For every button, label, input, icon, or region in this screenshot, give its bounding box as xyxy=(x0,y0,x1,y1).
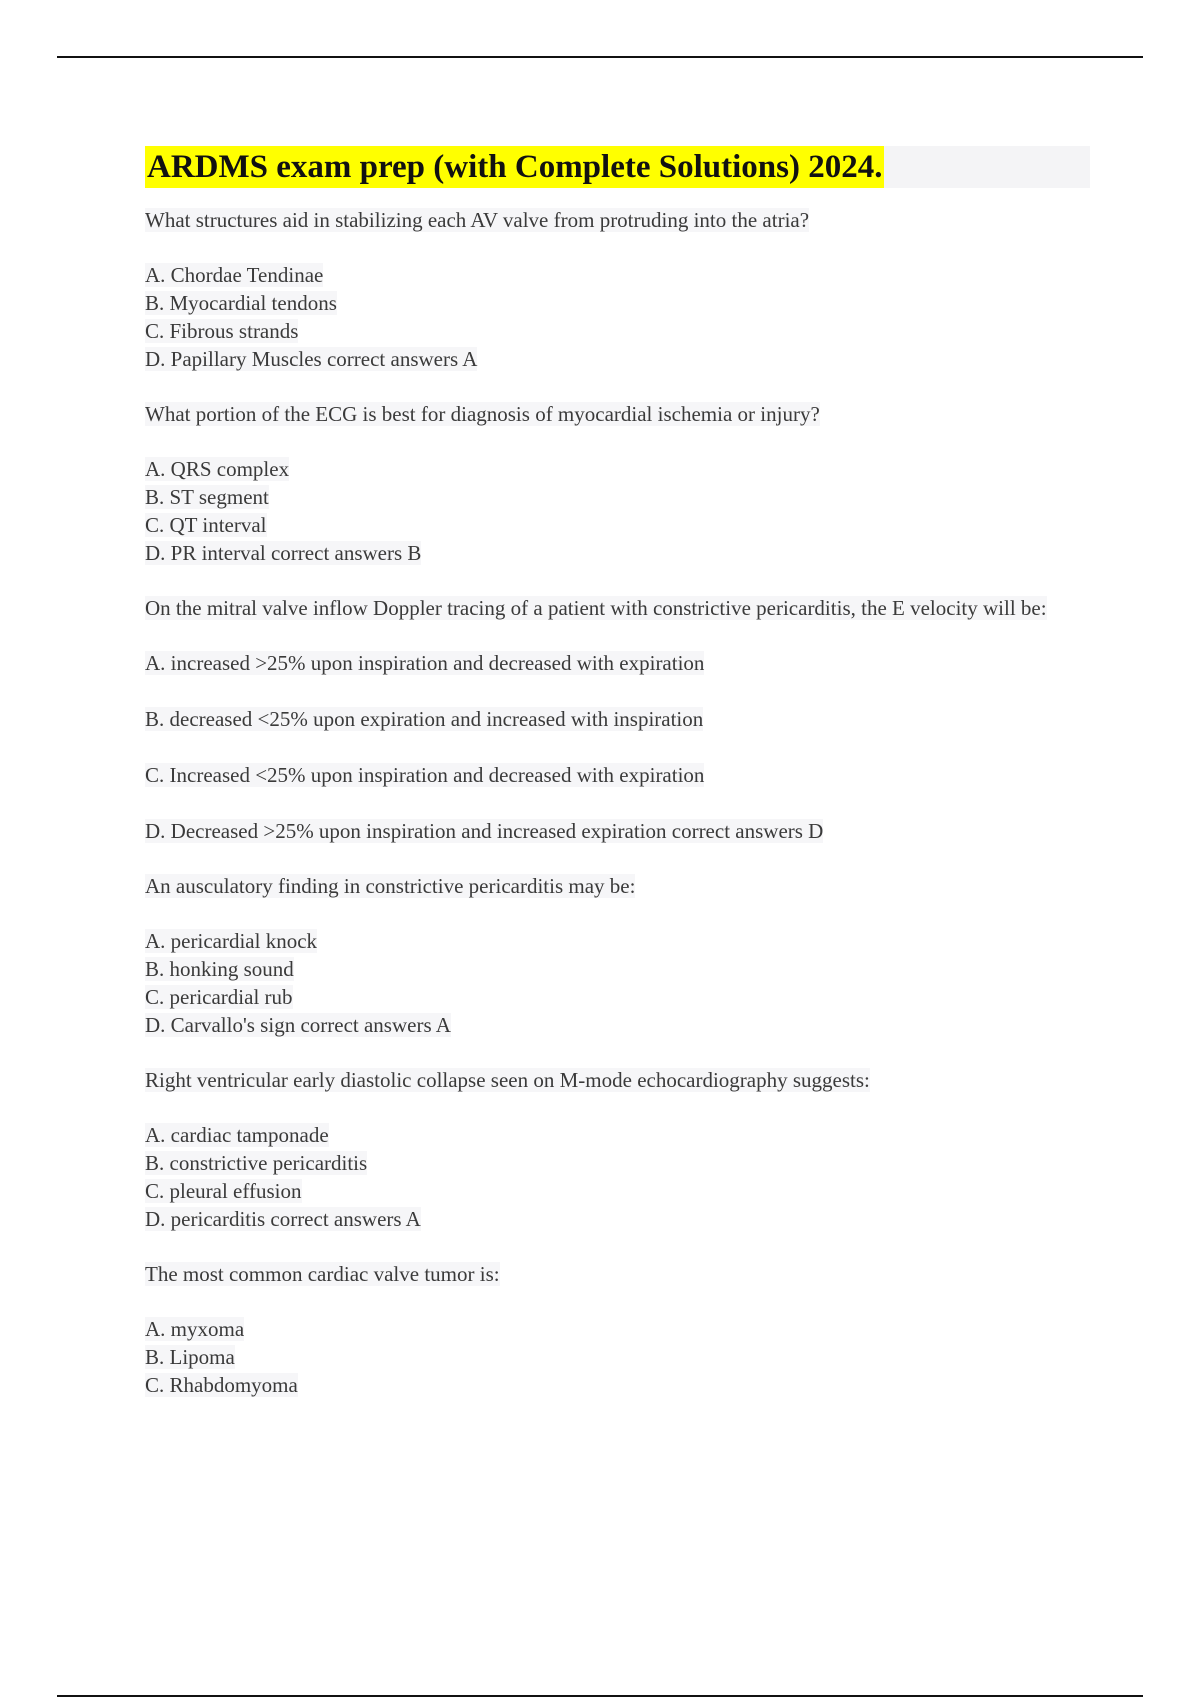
option-c: C. Increased <25% upon inspiration and decreased with expiration xyxy=(145,763,705,787)
options-3 xyxy=(145,649,1090,845)
question-4 xyxy=(145,872,1090,900)
question-text: An ausculatory finding in constrictive pericarditis may be: xyxy=(145,874,636,898)
option-d-answer: D. Carvallo's sign correct answers A xyxy=(145,1013,451,1037)
options-5 xyxy=(145,1121,1090,1233)
option-b: B. ST segment xyxy=(145,485,269,509)
title-band xyxy=(145,146,1090,188)
options-2 xyxy=(145,455,1090,567)
option-c: C. Fibrous strands xyxy=(145,319,299,343)
question-1 xyxy=(145,206,1090,234)
option-a: A. increased >25% upon inspiration and decreased with expiration xyxy=(145,651,705,675)
option-b: B. constrictive pericarditis xyxy=(145,1151,368,1175)
question-2 xyxy=(145,400,1090,428)
question-6 xyxy=(145,1260,1090,1288)
options-6 xyxy=(145,1315,1090,1399)
option-a: A. Chordae Tendinae xyxy=(145,263,324,287)
question-text: What structures aid in stabilizing each AV valve from protruding into the atria? xyxy=(145,208,810,232)
options-1 xyxy=(145,261,1090,373)
question-text: On the mitral valve inflow Doppler tracing of a patient with constrictive pericarditis, the E velocity will be: xyxy=(145,596,1047,620)
document-body xyxy=(145,146,1090,1426)
document-title: ARDMS exam prep (with Complete Solutions) 2024. xyxy=(145,146,884,188)
options-4 xyxy=(145,927,1090,1039)
option-a: A. pericardial knock xyxy=(145,929,318,953)
option-c: C. Rhabdomyoma xyxy=(145,1373,298,1397)
option-d-answer: D. PR interval correct answers B xyxy=(145,541,422,565)
option-a: A. QRS complex xyxy=(145,457,290,481)
option-b: B. decreased <25% upon expiration and increased with inspiration xyxy=(145,707,704,731)
option-d-answer: D. pericarditis correct answers A xyxy=(145,1207,421,1231)
option-b: B. honking sound xyxy=(145,957,294,981)
option-d-answer: D. Decreased >25% upon inspiration and increased expiration correct answers D xyxy=(145,819,824,843)
option-d-answer: D. Papillary Muscles correct answers A xyxy=(145,347,478,371)
question-text: What portion of the ECG is best for diagnosis of myocardial ischemia or injury? xyxy=(145,402,820,426)
question-text: The most common cardiac valve tumor is: xyxy=(145,1262,500,1286)
option-b: B. Lipoma xyxy=(145,1345,235,1369)
option-c: C. pleural effusion xyxy=(145,1179,302,1203)
question-text: Right ventricular early diastolic collapse seen on M-mode echocardiography suggests: xyxy=(145,1068,870,1092)
bottom-rule xyxy=(57,1695,1143,1697)
option-c: C. pericardial rub xyxy=(145,985,293,1009)
top-rule xyxy=(57,56,1143,58)
option-a: A. myxoma xyxy=(145,1317,245,1341)
option-c: C. QT interval xyxy=(145,513,267,537)
question-3 xyxy=(145,594,1090,622)
option-b: B. Myocardial tendons xyxy=(145,291,337,315)
option-a: A. cardiac tamponade xyxy=(145,1123,329,1147)
question-5 xyxy=(145,1066,1090,1094)
